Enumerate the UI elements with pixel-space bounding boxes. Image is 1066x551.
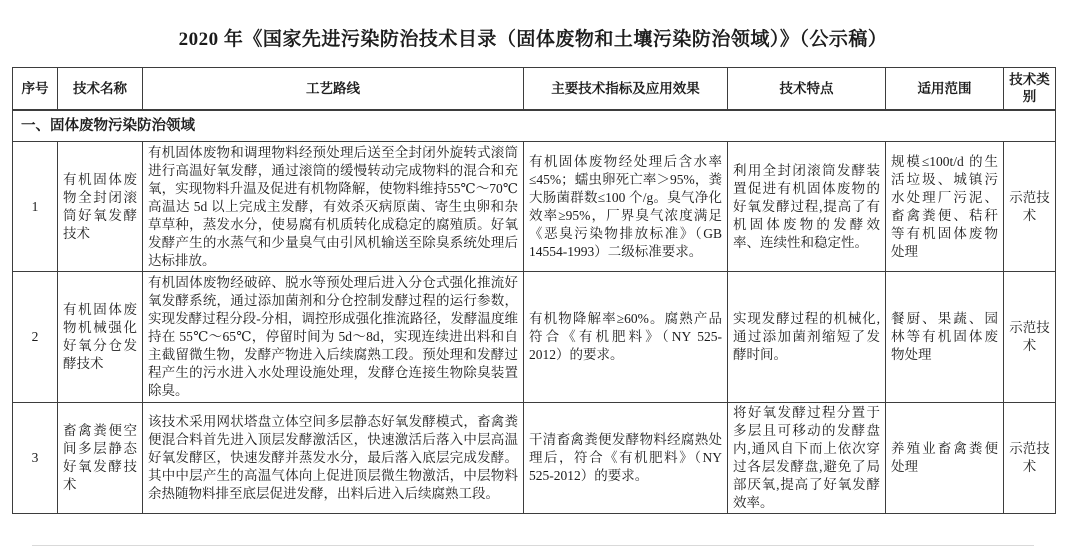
features: 实现发酵过程的机械化,通过添加菌剂缩短了发酵时间。 (728, 272, 886, 403)
header-category: 技术类别 (1004, 68, 1056, 110)
header-tech-name: 技术名称 (58, 68, 143, 110)
indicators: 有机固体废物经处理后含水率≤45%；蠕虫卵死亡率＞95%，粪大肠菌群数≤100 个/g。臭气净化效率≥95%，厂界臭气浓度满足《恶臭污染物排放标准》（GB 14554-1993）二级标准要求。 (524, 142, 728, 272)
table-row (13, 272, 1056, 403)
row-number: 3 (13, 403, 58, 514)
header-scope: 适用范围 (886, 68, 1004, 110)
tech-name: 有机固体废物机械强化好氧分仓发酵技术 (58, 272, 143, 403)
tech-name: 有机固体废物全封闭滚筒好氧发酵技术 (58, 142, 143, 272)
table-header-row (13, 68, 1056, 110)
scope: 养殖业畜禽粪便处理 (886, 403, 1004, 514)
scope: 规模≤100t/d 的生活垃圾、城镇污水处理厂污泥、畜禽粪便、秸秆等有机固体废物处理 (886, 142, 1004, 272)
category: 示范技术 (1004, 272, 1056, 403)
tech-name: 畜禽粪便空间多层静态好氧发酵技术 (58, 403, 143, 514)
header-serial-number: 序号 (13, 68, 58, 110)
page-title: 2020 年《国家先进污染防治技术目录（固体废物和土壤污染防治领域）》（公示稿） (178, 29, 888, 50)
category: 示范技术 (1004, 403, 1056, 514)
process-route: 有机固体废物经破碎、脱水等预处理后进入分仓式强化推流好氧发酵系统，通过添加菌剂和分仓控制发酵过程的运行参数，实现发酵过程分段-分相，调控形成强化推流路径，发酵温度维持在 55℃～65℃，停留时间为 5d～8d，实现连续进出料和自主截留微生物，发酵产物进入后续腐熟工段。预处理和发酵过程产生的污水进入水处理设施处理，发酵仓连接生物除臭装置除臭。 (143, 272, 524, 403)
indicators: 有机物降解率≥60%。腐熟产品符合《有机肥料》（NY 525-2012）的要求。 (524, 272, 728, 403)
header-process-route: 工艺路线 (143, 68, 524, 110)
section-title: 一、固体废物污染防治领域 (13, 110, 1056, 142)
scope: 餐厨、果蔬、园林等有机固体废物处理 (886, 272, 1004, 403)
header-features: 技术特点 (728, 68, 886, 110)
technology-catalog-table (12, 67, 1056, 514)
table-row (13, 403, 1056, 514)
process-route: 有机固体废物和调理物料经预处理后送至全封闭外旋转式滚筒进行高温好氧发酵，通过滚筒的缓慢转动完成物料的混合和充氧，实现物料升温及促进有机物降解，使物料维持55℃～70℃高温达 5d 以上完成主发酵，有效杀灭病原菌、寄生虫卵和杂草草种，蒸发水分，使易腐有机质转化成稳定的腐殖质。好氧发酵产生的水蒸气和少量臭气由引风机输送至除臭系统处理后达标排放。 (143, 142, 524, 272)
features: 将好氧发酵过程分置于多层且可移动的发酵盘内,通风自下而上依次穿过各层发酵盘,避免了局部厌氧,提高了好氧发酵效率。 (728, 403, 886, 514)
indicators: 干清畜禽粪便发酵物料经腐熟处理后，符合《有机肥料》（NY 525-2012）的要求。 (524, 403, 728, 514)
page-bottom-divider (32, 545, 1034, 546)
row-number: 2 (13, 272, 58, 403)
row-number: 1 (13, 142, 58, 272)
header-indicators: 主要技术指标及应用效果 (524, 68, 728, 110)
section-row (13, 110, 1056, 142)
table-row (13, 142, 1056, 272)
features: 利用全封闭滚筒发酵装置促进有机固体废物的好氧发酵过程,提高了有机固体废物的发酵效率、连续性和稳定性。 (728, 142, 886, 272)
category: 示范技术 (1004, 142, 1056, 272)
process-route: 该技术采用网状塔盘立体空间多层静态好氧发酵模式，畜禽粪便混合料首先进入顶层发酵激活区，快速激活后落入中层高温好氧发酵区，快速发酵并蒸发水分，最后落入底层完成发酵。其中中层产生的高温气体向上促进顶层微生物激活，中层物料余热随物料排至底层促进发酵，出料后进入后续腐熟工段。 (143, 403, 524, 514)
